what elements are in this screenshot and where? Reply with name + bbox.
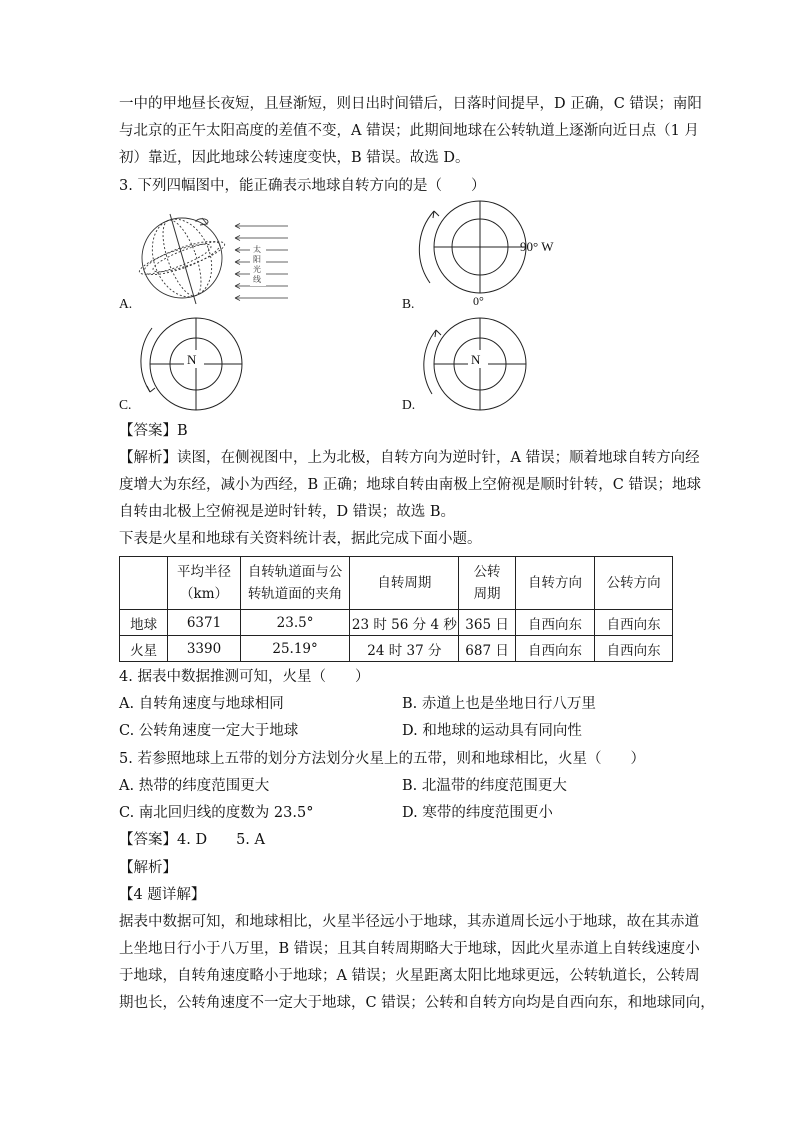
q3-option-a-label: A.: [119, 296, 133, 311]
q4-detail-line-4: 期也长，公转角速度不一定大于地球，C 错误；公转和自转方向均是自西向东，和地球同向，: [119, 995, 715, 1011]
table-cell: 自西向东: [595, 636, 673, 662]
table-cell: 自西向东: [515, 636, 595, 662]
q45-answer: 【答案】4. D 5. A: [119, 832, 265, 848]
pole-label-d: N: [471, 352, 481, 367]
table-header-revolution-direction: 公转方向: [595, 557, 673, 610]
sunlight-label: [250, 242, 266, 286]
meridian-90w-label: 90° W: [520, 239, 554, 254]
pole-label-c: N: [187, 352, 197, 367]
table-cell: 3390: [168, 636, 240, 662]
q4-option-d: D. 和地球的运动具有同向性: [402, 723, 582, 739]
table-row: [120, 610, 673, 636]
q5-option-a: A. 热带的纬度范围更大: [119, 778, 270, 794]
q5-option-d: D. 寒带的纬度范围更小: [402, 805, 553, 821]
table-cell: 自西向东: [515, 610, 595, 636]
table-header-angle: 自转轨道面与公 转轨道面的夹角: [240, 557, 350, 610]
table-cell: 687 日: [459, 636, 515, 662]
q45-analysis-label: 【解析】: [119, 860, 177, 876]
table-cell: 24 时 37 分: [350, 636, 459, 662]
q3-analysis-line-2: 度增大为东经，减小为西经，B 正确；地球自转由南极上空俯视是顺时针转，C 错误；地球: [119, 477, 701, 493]
q5-stem: 5. 若参照地球上五带的划分方法划分火星上的五带，则和地球相比，火星（ ）: [119, 751, 645, 767]
table-header-rotation-direction: 自转方向: [515, 557, 595, 610]
table-header-blank: [120, 557, 168, 610]
q3-option-d-label: D.: [402, 397, 416, 412]
table-row: [120, 636, 673, 662]
q4-detail-label: 【4 题详解】: [119, 887, 206, 903]
table-header-revolution-period: 公转 周期: [459, 557, 515, 610]
q3-analysis-line-3: 自转由北极上空俯视是逆时针转，D 错误；故选 B。: [119, 504, 455, 520]
intro-line-2: 与北京的正午太阳高度的差值不变，A 错误；此期间地球在公转轨道上逐渐向近日点（1 月: [119, 123, 699, 139]
q5-option-b: B. 北温带的纬度范围更大: [402, 778, 567, 794]
mars-earth-table: [119, 556, 673, 662]
svg-text:太: 太: [253, 245, 261, 254]
q4-option-b: B. 赤道上也是坐地日行八万里: [402, 696, 596, 712]
table-cell: 自西向东: [595, 610, 673, 636]
intro-line-3: 初）靠近，因此地球公转速度变快，B 错误。故选 D。: [119, 150, 470, 166]
q3-option-c-label: C.: [119, 397, 132, 412]
svg-text:阳: 阳: [253, 255, 261, 264]
table-cell: 23 时 56 分 4 秒: [350, 610, 459, 636]
q3-option-a-figure: [140, 212, 290, 312]
table-cell: 365 日: [459, 610, 515, 636]
q3-option-b-label: B.: [402, 296, 415, 311]
table-header-rotation-period: 自转周期: [350, 557, 459, 610]
table-cell: 25.19°: [240, 636, 350, 662]
table-header-radius: 平均半径 （km）: [168, 557, 240, 610]
svg-text:线: 线: [253, 275, 261, 284]
q3-option-b-figure: [420, 203, 590, 313]
table-cell: 23.5°: [240, 610, 350, 636]
q3-analysis-line-1: 【解析】读图，在侧视图中，上为北极，自转方向为逆时针，A 错误；顺着地球自转方向经: [119, 450, 700, 466]
table-header-row: [120, 557, 673, 610]
q4-detail-line-3: 于地球，自转角速度略小于地球；A 错误；火星距离太阳比地球更远，公转轨道长，公转周: [119, 968, 700, 984]
q5-option-c: C. 南北回归线的度数为 23.5°: [119, 805, 314, 821]
intro-line-1: 一中的甲地昼长夜短，且昼渐短，则日出时间错后，日落时间提早，D 正确，C 错误；南阳: [119, 96, 702, 112]
q4-option-a: A. 自转角速度与地球相同: [119, 696, 284, 712]
table-row-name: 火星: [120, 636, 168, 662]
globe-side-view: [137, 211, 228, 305]
svg-text:光: 光: [253, 265, 261, 274]
q3-option-d-figure: [420, 318, 540, 418]
prime-meridian-label: 0°: [473, 294, 484, 308]
q4-detail-line-1: 据表中数据可知，和地球相比，火星半径远小于地球，其赤道周长远小于地球，故在其赤道: [119, 914, 699, 930]
table-cell: 6371: [168, 610, 240, 636]
q4-stem: 4. 据表中数据推测可知，火星（ ）: [119, 669, 370, 685]
table-intro: 下表是火星和地球有关资料统计表，据此完成下面小题。: [119, 531, 482, 547]
q4-option-c: C. 公转角速度一定大于地球: [119, 723, 299, 739]
table-row-name: 地球: [120, 610, 168, 636]
q3-answer: 【答案】B: [119, 423, 188, 439]
q3-stem: 3. 下列四幅图中，能正确表示地球自转方向的是（ ）: [119, 178, 486, 194]
q3-option-c-figure: [140, 318, 260, 418]
q4-detail-line-2: 上坐地日行小于八万里，B 错误；且其自转周期略大于地球，因此火星赤道上自转线速度小: [119, 941, 700, 957]
